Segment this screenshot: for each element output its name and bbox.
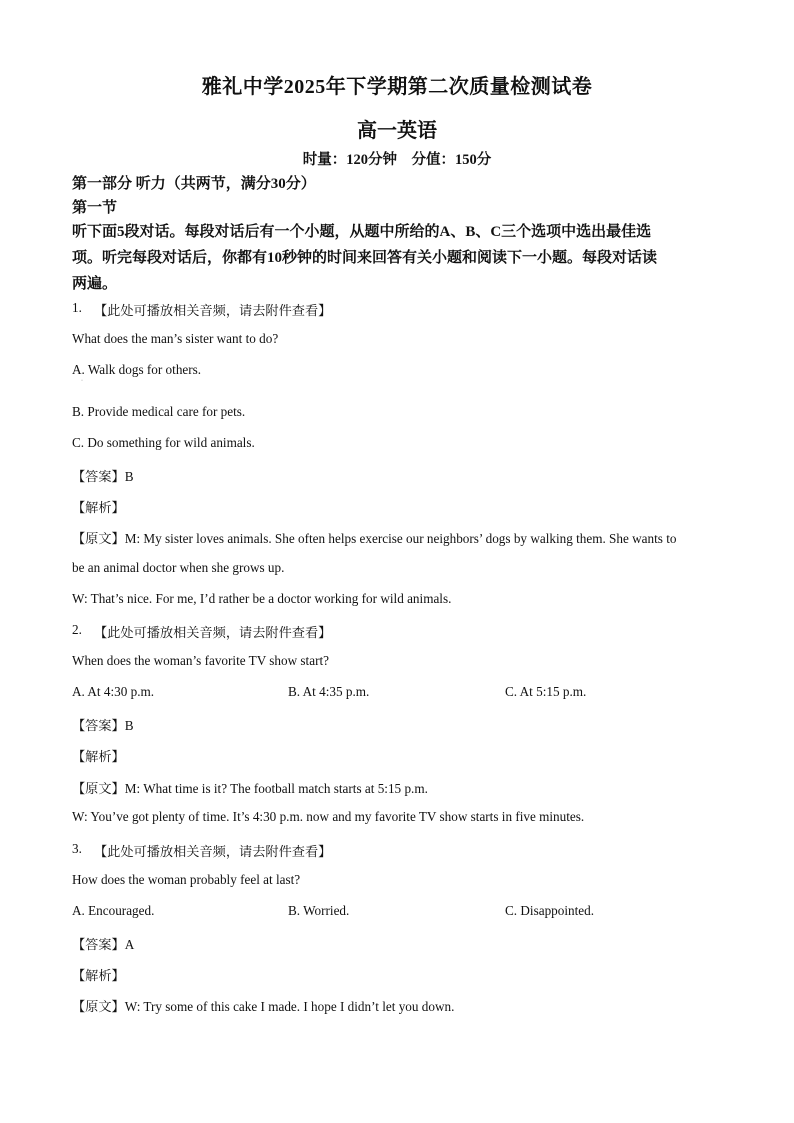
script-line-3: W: That’s nice. For me, I’d rather be a doctor working for wild animals. [72, 591, 452, 606]
part-heading: 第一部分 听力（共两节，满分30分） [72, 176, 316, 192]
source-label: 【原文】 [72, 781, 125, 796]
question-stem: When does the woman’s favorite TV show start? [72, 653, 329, 668]
instruction-line-3: 两遍。 [72, 276, 118, 292]
option-b: B. At 4:35 p.m. [288, 684, 370, 699]
stray-dot: · [81, 378, 83, 384]
exam-title: 雅礼中学2025年下学期第二次质量检测试卷 [201, 76, 593, 98]
source-label: 【原文】 [72, 531, 125, 546]
question-stem: How does the woman probably feel at last? [72, 872, 301, 887]
audio-placeholder: 【此处可播放相关音频，请去附件查看】 [94, 625, 332, 640]
subject-title: 高一英语 [357, 120, 437, 142]
option-c: C. Disappointed. [505, 903, 595, 918]
script-text: M: What time is it? The football match starts at 5:15 p.m. [124, 781, 428, 796]
script-text: W: Try some of this cake I made. I hope I didn’t let you down. [124, 999, 455, 1014]
option-b: B. Provide medical care for pets. [72, 404, 246, 419]
option-a: A. Encouraged. [72, 903, 155, 918]
question-number: 1. [72, 300, 82, 315]
answer-line [72, 715, 134, 734]
question-number: 3. [72, 841, 82, 856]
source-label: 【原文】 [72, 999, 125, 1014]
audio-placeholder: 【此处可播放相关音频，请去附件查看】 [94, 303, 332, 318]
script-text: M: My sister loves animals. She often helps exercise our neighbors’ dogs by walking them. She wants to [124, 531, 677, 546]
answer-label: 【答案】 [72, 718, 125, 733]
script-line-2: W: You’ve got plenty of time. It’s 4:30 p.m. now and my favorite TV show starts in five minutes. [72, 809, 585, 824]
answer-value: B [124, 718, 134, 733]
option-a: A. Walk dogs for others. [72, 362, 202, 377]
analysis-label: 【解析】 [72, 500, 125, 515]
option-c: C. At 5:15 p.m. [505, 684, 587, 699]
analysis-label: 【解析】 [72, 968, 125, 983]
script-line-1 [72, 996, 454, 1015]
answer-value: A [124, 937, 135, 952]
answer-label: 【答案】 [72, 469, 125, 484]
option-a: A. At 4:30 p.m. [72, 684, 155, 699]
option-c: C. Do something for wild animals. [72, 435, 255, 450]
section-heading: 第一节 [72, 200, 118, 216]
script-line-1 [72, 778, 428, 797]
answer-label: 【答案】 [72, 937, 125, 952]
instruction-line-1: 听下面5段对话。每段对话后有一个小题，从题中所给的A、B、C三个选项中选出最佳选 [72, 224, 652, 240]
question-stem: What does the man’s sister want to do? [72, 331, 279, 346]
exam-meta: 时量：120分钟 分值：150分 [302, 152, 492, 168]
script-line-1 [72, 528, 676, 547]
answer-value: B [124, 469, 134, 484]
instruction-line-2: 项。听完每段对话后，你都有10秒钟的时间来回答有关小题和阅读下一小题。每段对话读 [72, 250, 658, 266]
question-number: 2. [72, 622, 82, 637]
analysis-label: 【解析】 [72, 749, 125, 764]
audio-placeholder: 【此处可播放相关音频，请去附件查看】 [94, 844, 332, 859]
script-line-2: be an animal doctor when she grows up. [72, 560, 285, 575]
answer-line [72, 934, 134, 953]
option-b: B. Worried. [288, 903, 350, 918]
answer-line [72, 466, 134, 485]
